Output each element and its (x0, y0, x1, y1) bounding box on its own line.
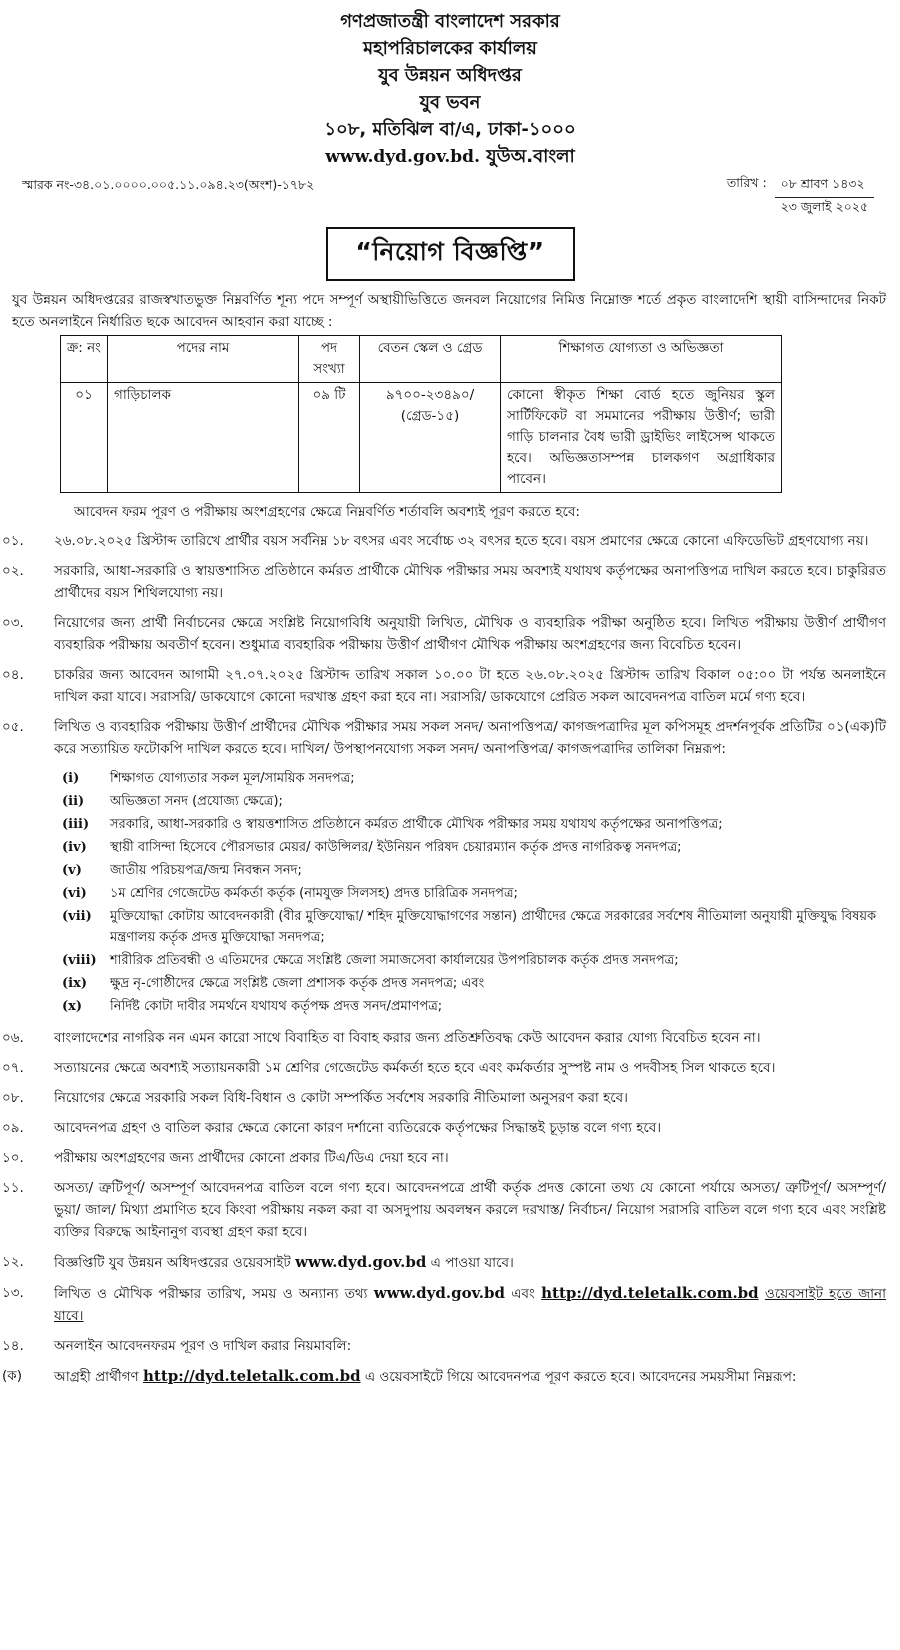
condition-item (2, 1087, 878, 1109)
document-subitem (62, 791, 878, 812)
item-text: অসত্য/ ত্রুটিপূর্ণ/ অসম্পূর্ণ আবেদনপত্র বাতিল বলে গণ্য হবে। আবেদনপত্রে প্রার্থী কর্তৃক প্রদত্ত কোনো তথ্য যে কোনো পর্যায়ে অসত্য/ ত্রুটিপূর্ণ/ অসম্পূর্ণ/ ভুয়া/ জাল/ মিথ্যা প্রমাণিত হবে কিংবা পরীক্ষায় নকল করা বা অসদুপায় অবলম্বন করলে দরখাস্ত/ নির্বাচন/ নিয়োগ সরাসরি বাতিল বলে গণ্য হবে এবং সংশ্লিষ্ট ব্যক্তির বিরুদ্ধে আইনানুগ ব্যবস্থা গ্রহণ করা হবে। (54, 1180, 886, 1240)
condition-item (2, 664, 886, 708)
dyd-website-link[interactable]: www.dyd.gov.bd (373, 1284, 505, 1302)
subitem-text: জাতীয় পরিচয়পত্র/জন্ম নিবন্ধন সনদ; (110, 863, 302, 878)
condition-item (2, 1057, 878, 1079)
header-line-3: যুব উন্নয়ন অধিদপ্তর (378, 65, 522, 86)
document-subitem (62, 973, 878, 994)
document-subitem (62, 950, 878, 971)
condition-item-13 (2, 1282, 887, 1327)
document-subitem (62, 906, 878, 948)
condition-item-ka (2, 1365, 878, 1388)
condition-item-14 (2, 1335, 878, 1357)
item-number: ০৪. (2, 667, 24, 683)
condition-item (2, 1027, 878, 1049)
subitem-numeral: (v) (62, 863, 82, 878)
item-text: আগ্রহী প্রার্থীগণ (54, 1369, 139, 1385)
condition-item-12 (2, 1251, 878, 1274)
table-row (61, 383, 782, 493)
date-bangla: ০৮ শ্রাবণ ১৪৩২ (775, 175, 874, 198)
col-count: পদ সংখ্যা (299, 336, 360, 383)
condition-item (2, 612, 886, 656)
document-subitem (62, 814, 878, 835)
item-text: ২৬.০৮.২০২৫ খ্রিস্টাব্দ তারিখে প্রার্থীর বয়স সর্বনিম্ন ১৮ বৎসর এবং সর্বোচ্চ ৩২ বৎসর হতে হবে। বয়স প্রমাণের ক্ষেত্রে কোনো এফিডেভিট গ্রহণযোগ্য নয়। (54, 533, 869, 549)
subitem-numeral: (iv) (62, 840, 87, 855)
condition-item (2, 1117, 878, 1139)
item-number: ১১. (2, 1180, 24, 1196)
subitem-text: ১ম শ্রেণির গেজেটেড কর্মকর্তা কর্তৃক (নামযুক্ত সিলসহ) প্রদত্ত চারিত্রিক সনদপত্র; (110, 886, 518, 901)
condition-item (2, 716, 886, 760)
subitem-text: অভিজ্ঞতা সনদ (প্রযোজ্য ক্ষেত্রে); (110, 794, 283, 809)
item-text: এ ওয়েবসাইটে গিয়ে আবেদনপত্র পূরণ করতে হবে। আবেদনের সময়সীমা নিম্নরূপ: (364, 1369, 797, 1385)
item-text: এবং (511, 1286, 535, 1302)
memo-date (727, 175, 874, 220)
col-post: পদের নাম (108, 336, 299, 383)
item-text: সত্যায়নের ক্ষেত্রে অবশ্যই সত্যায়নকারী ১ম শ্রেণির গেজেটেড কর্মকর্তা হতে হবে এবং কর্মকর্তার সুস্পষ্ট নাম ও পদবীসহ সিল থাকতে হবে। (54, 1060, 776, 1076)
subitem-text: স্থায়ী বাসিন্দা হিসেবে পৌরসভার মেয়র/ কাউন্সিলর/ ইউনিয়ন পরিষদ চেয়ারম্যান কর্তৃক প্রদত্ত নাগরিকত্ব সনদপত্র; (110, 840, 682, 855)
conditions-list-2 (2, 1027, 886, 1243)
cell-qualification: কোনো স্বীকৃত শিক্ষা বোর্ড হতে জুনিয়র স্কুল সার্টিফিকেট বা সমমানের পরীক্ষায় উত্তীর্ণ; ভারী গাড়ি চালনার বৈধ ভারী ড্রাইভিং লাইসেন্স থাকতে হবে। অভিজ্ঞতাসম্পন্ন চালকগণ অগ্রাধিকার পাবেন। (501, 383, 782, 493)
memo-reference: স্মারক নং-৩৪.০১.০০০০.০০৫.১১.০৯৪.২৩(অংশ)-১৭৮২ (22, 177, 315, 192)
header-line-2: মহাপরিচালকের কার্যালয় (363, 38, 537, 59)
office-header (22, 8, 878, 171)
document-subitem (62, 768, 878, 789)
item-text: এ পাওয়া যাবে। (430, 1255, 514, 1271)
item-number: ১০. (2, 1150, 24, 1166)
vacancy-table (60, 335, 782, 493)
item-number: ০৬. (2, 1030, 24, 1046)
subitem-numeral: (viii) (62, 953, 97, 968)
subitem-numeral: (iii) (62, 817, 90, 832)
cell-post: গাড়িচালক (108, 383, 299, 493)
item-number: ০৩. (2, 615, 24, 631)
subitem-text: শারীরিক প্রতিবন্ধী ও এতিমদের ক্ষেত্রে সংশ্লিষ্ট জেলা সমাজসেবা কার্যালয়ের উপপরিচালক কর্তৃক প্রদত্ত সনদপত্র; (110, 953, 679, 968)
document-subitem (62, 883, 878, 904)
item-number: ০৫. (2, 719, 24, 735)
teletalk-link[interactable]: http://dyd.teletalk.com.bd (143, 1367, 361, 1385)
item-text: নিয়োগের জন্য প্রার্থী নির্বাচনের ক্ষেত্রে সংশ্লিষ্ট নিয়োগবিধি অনুযায়ী লিখিত, মৌখিক ও ব্যবহারিক পরীক্ষা অনুষ্ঠিত হবে। লিখিত পরীক্ষায় উত্তীর্ণ প্রার্থীগণ ব্যবহারিক পরীক্ষায় অবতীর্ণ হবেন। শুধুমাত্র ব্যবহারিক পরীক্ষায় উত্তীর্ণ প্রার্থীগণ মৌখিক পরীক্ষায় অংশগ্রহণের জন্য বিবেচিত হবেন। (54, 615, 886, 653)
item-text: পরীক্ষায় অংশগ্রহণের জন্য প্রার্থীদের কোনো প্রকার টিএ/ডিএ দেয়া হবে না। (54, 1150, 449, 1166)
header-website (22, 143, 878, 171)
item-text: বিজ্ঞপ্তিটি যুব উন্নয়ন অধিদপ্তরের ওয়েবসাইট (54, 1255, 291, 1271)
notice-title: “নিয়োগ বিজ্ঞপ্তি” (326, 227, 575, 281)
subitem-numeral: (ix) (62, 976, 87, 991)
item-text: ওয়েবসাইট হতে জানা যাবে। (54, 1286, 887, 1324)
subitem-text: ক্ষুদ্র নৃ-গোষ্ঠীদের ক্ষেত্রে সংশ্লিষ্ট জেলা প্রশাসক কর্তৃক প্রদত্ত সনদপত্র; এবং (110, 976, 485, 991)
conditions-list-1 (2, 530, 886, 760)
condition-item (2, 560, 886, 604)
item-number: ০৭. (2, 1060, 24, 1076)
document-subitem (62, 860, 878, 881)
subitem-text: মুক্তিযোদ্ধা কোটায় আবেদনকারী (বীর মুক্তিযোদ্ধা/ শহিদ মুক্তিযোদ্ধাগণের সন্তান) প্রার্থীদের ক্ষেত্রে সরকারের সর্বশেষ নীতিমালা অনুযায়ী মুক্তিযুদ্ধ বিষয়ক মন্ত্রণালয় কর্তৃক প্রদত্ত মুক্তিযোদ্ধা সনদপত্র; (110, 909, 877, 945)
teletalk-link[interactable]: http://dyd.teletalk.com.bd (541, 1284, 759, 1302)
cell-sl: ০১ (61, 383, 108, 493)
intro-paragraph: যুব উন্নয়ন অধিদপ্তরের রাজস্বখাতভুক্ত নিম্নবর্ণিত শূন্য পদে সম্পূর্ণ অস্থায়ীভিত্তিতে জনবল নিয়োগের নিমিত্ত নিম্নোক্ত শর্তে প্রকৃত বাংলাদেশি স্থায়ী বাসিন্দাদের নিকট হতে অনলাইনে নির্ধারিত ছকে আবেদন আহবান করা যাচ্ছে : (12, 292, 886, 330)
item-number: ১৪. (2, 1338, 24, 1354)
item-number: ০১. (2, 533, 24, 549)
header-line-1: গণপ্রজাতন্ত্রী বাংলাদেশ সরকার (340, 11, 560, 32)
cell-scale: ৯৭০০-২৩৪৯০/ (গ্রেড-১৫) (360, 383, 501, 493)
col-sl: ক্র: নং (61, 336, 108, 383)
date-label: তারিখ : (726, 175, 767, 190)
col-qualification: শিক্ষাগত যোগ্যতা ও অভিজ্ঞতা (501, 336, 782, 383)
date-values (775, 175, 874, 220)
subitem-text: শিক্ষাগত যোগ্যতার সকল মূল/সাময়িক সনদপত্র; (110, 771, 355, 786)
item-text: চাকরির জন্য আবেদন আগামী ২৭.০৭.২০২৫ খ্রিস্টাব্দ তারিখ সকাল ১০.০০ টা হতে ২৬.০৮.২০২৫ খ্রিস্টাব্দ তারিখ বিকাল ০৫:০০ টা পর্যন্ত অনলাইনে দাখিল করা যাবে। সরাসরি/ ডাকযোগে কোনো দরখাস্ত গ্রহণ করা হবে না। সরাসরি/ ডাকযোগে প্রেরিত সকল আবেদনপত্র বাতিল মর্মে গণ্য হবে। (54, 667, 886, 705)
header-line-5: ১০৮, মতিঝিল বা/এ, ঢাকা-১০০০ (324, 119, 576, 140)
item-number: ১২. (2, 1254, 24, 1270)
item-number: ০২. (2, 563, 24, 579)
subitem-text: সরকারি, আধা-সরকারি ও স্বায়ত্তশাসিত প্রতিষ্ঠানে কর্মরত প্রার্থীকে মৌখিক পরীক্ষার সময় যথাযথ কর্তৃপক্ষের অনাপত্তিপত্র; (110, 817, 723, 832)
subitem-numeral: (vi) (62, 886, 87, 901)
website-url: www.dyd.gov.bd. (325, 147, 480, 167)
item-text: অনলাইন আবেদনফরম পূরণ ও দাখিল করার নিয়মাবলি: (54, 1338, 352, 1354)
item-text: সরকারি, আধা-সরকারি ও স্বায়ত্তশাসিত প্রতিষ্ঠানে কর্মরত প্রার্থীকে মৌখিক পরীক্ষার সময় অবশ্যই যথাযথ কর্তৃপক্ষের অনাপত্তিপত্র দাখিল করতে হবে। চাকুরিরত প্রার্থীদের বয়স শিথিলযোগ্য নয়। (54, 563, 886, 601)
item-number: ০৯. (2, 1120, 24, 1136)
item-text: নিয়োগের ক্ষেত্রে সরকারি সকল বিধি-বিধান ও কোটা সম্পর্কিত সর্বশেষ সরকারি নীতিমালা অনুসরণ করা হবে। (54, 1090, 628, 1106)
dyd-website-link[interactable]: www.dyd.gov.bd (295, 1253, 427, 1271)
condition-item (2, 530, 878, 552)
item-text: বাংলাদেশের নাগরিক নন এমন কারো সাথে বিবাহিত বা বিবাহ করার জন্য প্রতিশ্রুতিবদ্ধ কেউ আবেদন করার যোগ্য বিবেচিত হবেন না। (54, 1030, 761, 1046)
document-subitem (62, 996, 878, 1017)
table-header-row (61, 336, 782, 383)
subitem-numeral: (ii) (62, 794, 85, 809)
subitem-numeral: (i) (62, 771, 80, 786)
subitem-numeral: (x) (62, 999, 83, 1014)
col-scale: বেতন স্কেল ও গ্রেড (360, 336, 501, 383)
item-number: ০৮. (2, 1090, 24, 1106)
item-text: লিখিত ও ব্যবহারিক পরীক্ষায় উত্তীর্ণ প্রার্থীদের মৌখিক পরীক্ষার সময় সকল সনদ/ অনাপত্তিপত্র/ কাগজপত্রাদির মূল কপিসমূহ প্রদর্শনপূর্বক প্রতিটির ০১(এক)টি করে সত্যায়িত ফটোকপি দাখিল করতে হবে। দাখিল/ উপস্থাপনযোগ্য সকল সনদ/ অনাপত্তিপত্র/ কাগজপত্রাদির তালিকা নিম্নরূপ: (54, 719, 886, 757)
conditions-heading: আবেদন ফরম পূরণ ও পরীক্ষায় অংশগ্রহণের ক্ষেত্রে নিম্নবর্ণিত শর্তাবলি অবশ্যই পূরণ করতে হবে: (74, 504, 580, 520)
condition-item (2, 1177, 886, 1243)
document-sublist (62, 768, 878, 1017)
header-line-4: যুব ভবন (419, 92, 481, 113)
item-text: আবেদনপত্র গ্রহণ ও বাতিল করার ক্ষেত্রে কোনো কারণ দর্শানো ব্যতিরেকে কর্তৃপক্ষের সিদ্ধান্তই চূড়ান্ত বলে গণ্য হবে। (54, 1120, 662, 1136)
website-bangla: যুউঅ.বাংলা (486, 146, 575, 167)
subitem-text: নির্দিষ্ট কোটা দাবীর সমর্থনে যথাযথ কর্তৃপক্ষ প্রদত্ত সনদ/প্রমাণপত্র; (110, 999, 443, 1014)
cell-count: ০৯ টি (299, 383, 360, 493)
subitem-numeral: (vii) (62, 909, 92, 924)
memo-row (22, 175, 878, 227)
condition-item (2, 1147, 878, 1169)
item-number: ১৩. (2, 1285, 24, 1301)
document-subitem (62, 837, 878, 858)
item-number: (ক) (2, 1368, 22, 1384)
date-english: ২৩ জুলাই ২০২৫ (780, 199, 868, 214)
item-text: লিখিত ও মৌখিক পরীক্ষার তারিখ, সময় ও অন্যান্য তথ্য (54, 1286, 368, 1302)
